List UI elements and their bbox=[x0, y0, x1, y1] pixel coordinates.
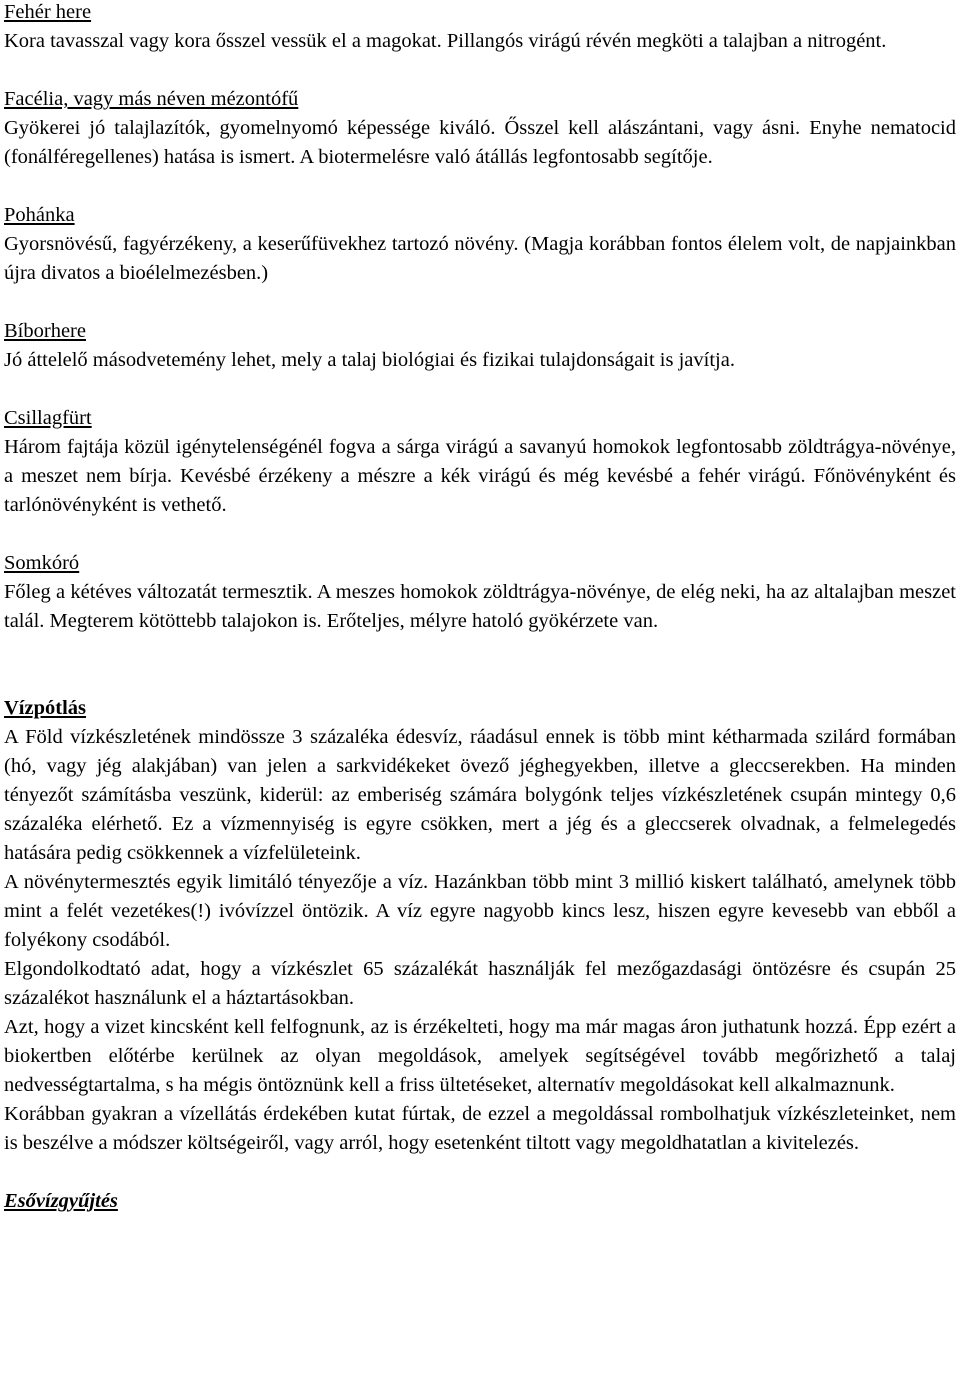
plant-title: Fehér here bbox=[4, 1, 92, 23]
plant-section-biborhere bbox=[4, 317, 956, 375]
water-paragraph: Korábban gyakran a vízellátás érdekében kutat fúrtak, de ezzel a megoldással rombolhatjuk vízkészleteinket, nem is beszélve a módszer költségeiről, vagy arról, hogy esetenként tiltott vagy megoldhatatlan a kivitelezés. bbox=[4, 1103, 956, 1154]
water-section bbox=[4, 694, 956, 1158]
plant-description: Három fajtája közül igénytelenségénél fogva a sárga virágú a savanyú homokok legfontosabb zöldtrágya-növénye, a meszet nem bírja. Kevésbé érzékeny a mészre a kék virágú és még kevésbé a fehér virágú. Főnövényként és tarlónövényként is vethető. bbox=[4, 436, 956, 516]
plant-description: Gyorsnövésű, fagyérzékeny, a keserűfüvekhez tartozó növény. (Magja korábban fontos élelem volt, de napjainkban újra divatos a bioélelmezésben.) bbox=[4, 233, 956, 284]
plant-description: Jó áttelelő másodvetemény lehet, mely a talaj biológiai és fizikai tulajdonságait is javítja. bbox=[4, 349, 735, 371]
water-paragraph: A növénytermesztés egyik limitáló tényezője a víz. Hazánkban több mint 3 millió kiskert található, amelynek több mint a felét vezetékes(!) ivóvízzel öntözik. A víz egyre nagyobb kincs lesz, hiszen egyre kevesebb van ebből a folyékony csodából. bbox=[4, 871, 956, 951]
plant-section-somkoro bbox=[4, 549, 956, 636]
water-paragraph: A Föld vízkészletének mindössze 3 százaléka édesvíz, ráadásul ennek is több mint kétharmada szilárd formában (hó, vagy jég alakjában) van jelen a sarkvidékeket övező jéghegyekben, illetve a gleccserekben. Ha minden tényezőt számításba veszünk, kiderül: az emberiség számára bolygónk teljes vízkészletének csupán mintegy 0,6 százaléka elérhető. Ez a vízmennyiség is egyre csökken, mert a jég és a gleccserek olvadnak, a felmelegedés hatására pedig csökkennek a vízfelületeink. bbox=[4, 726, 956, 864]
plant-description: Gyökerei jó talajlazítók, gyomelnyomó képessége kiváló. Ősszel kell alászántani, vagy ásni. Enyhe nematocid (fonálféregellenes) hatása is ismert. A biotermelésre való átállás legfontosabb segítője. bbox=[4, 117, 956, 168]
section-heading-vizpotlas: Vízpótlás bbox=[4, 697, 86, 719]
rain-section bbox=[4, 1187, 956, 1216]
plant-section-csillagfurt bbox=[4, 404, 956, 520]
plant-title: Facélia, vagy más néven mézontófű bbox=[4, 88, 299, 110]
plant-title: Pohánka bbox=[4, 204, 75, 226]
plant-section-feher-here bbox=[4, 0, 956, 56]
plant-description: Főleg a kétéves változatát termesztik. A meszes homokok zöldtrágya-növénye, de elég neki, ha az altalajban meszet talál. Megterem kötöttebb talajokon is. Erőteljes, mélyre hatoló gyökérzete van. bbox=[4, 581, 956, 632]
plant-title: Somkóró bbox=[4, 552, 80, 574]
water-paragraph: Elgondolkodtató adat, hogy a vízkészlet 65 százalékát használják fel mezőgazdasági öntözésre és csupán 25 százalékot használunk el a háztartásokban. bbox=[4, 958, 956, 1009]
plant-title: Csillagfürt bbox=[4, 407, 92, 429]
plant-description: Kora tavasszal vagy kora ősszel vessük el a magokat. Pillangós virágú révén megköti a talajban a nitrogént. bbox=[4, 30, 887, 52]
plant-title: Bíborhere bbox=[4, 320, 86, 342]
plant-section-facelia bbox=[4, 85, 956, 172]
water-paragraph: Azt, hogy a vizet kincsként kell felfognunk, az is érzékelteti, hogy ma már magas áron juthatunk hozzá. Épp ezért a biokertben előtérbe kerülnek az olyan megoldások, amelyek segítségével tovább megőrizhető a talaj nedvességtartalma, s ha mégis öntöznünk kell a friss ültetéseket, alternatív megoldásokat kell alkalmaznunk. bbox=[4, 1016, 956, 1096]
document-page bbox=[4, 0, 956, 1216]
section-heading-esovizgyujtes: Esővízgyűjtés bbox=[4, 1190, 118, 1212]
plant-section-pohanka bbox=[4, 201, 956, 288]
